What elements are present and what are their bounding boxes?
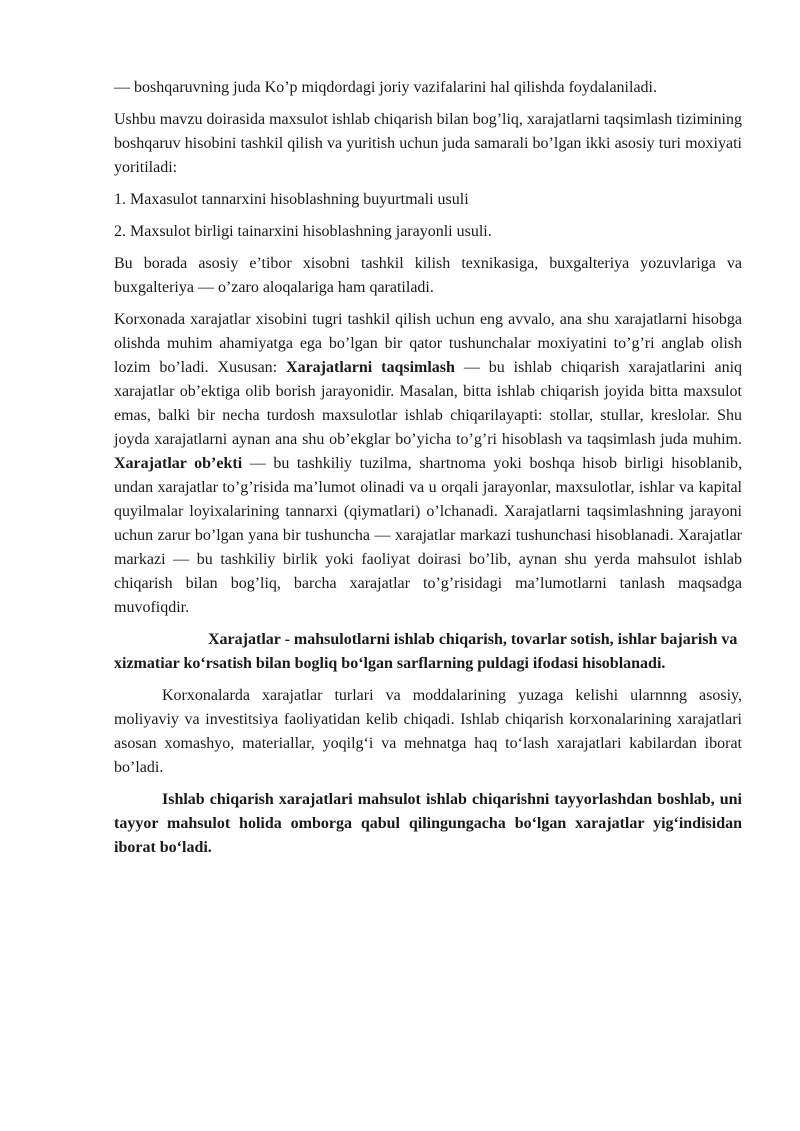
text-span: Korxonada xarajatlar xisobini tugri tashkil qilish uchun eng avvalo, ana shu xarajatlarni hisobga olishda muhim ahamiyatga ega bo’lgan bir qator tushunchalar moxiyatini to’g’ri anglab olish lozim bo’ladi. Xususan: <box>114 311 742 376</box>
document-page <box>114 76 742 868</box>
bold-text: Ishlab chiqarish xarajatlari mahsulot ishlab chiqarishni tayyorlashdan boshlab, uni tayyor mahsulot holida omborga qabul qilingungacha bo‘lgan xarajatlar yig‘indisidan iborat bo‘ladi. <box>114 791 742 856</box>
list-item: 1. Maxasulot tannarxini hisoblashning buyurtmali usuli <box>114 191 469 208</box>
list-item: 2. Maxsulot birligi tainarxini hisoblashning jarayonli usuli. <box>114 223 492 240</box>
paragraph-intro: Ushbu mavzu doirasida maxsulot ishlab chiqarish bilan bog’liq, xarajatlarni taqsimlash tizimining boshqaruv hisobini tashkil qilish va yuritish uchun juda samarali bo’lgan ikki asosiy turi moxiyati yoritiladi: <box>114 111 742 176</box>
paragraph-concepts <box>114 308 742 620</box>
paragraph-production-costs <box>114 788 742 860</box>
term-cost-allocation: Xarajatlarni taqsimlash <box>286 359 455 376</box>
term-cost-object: Xarajatlar ob’ekti <box>114 455 243 472</box>
paragraph-continuation: — boshqaruvning juda Ko’p miqdordagi joriy vazifalarini hal qilishda foydalaniladi. <box>114 79 657 96</box>
paragraph-focus: Bu borada asosiy e’tibor xisobni tashkil kilish texnikasiga, buxgalteriya yozuvlariga va buxgalteriya — o’zaro aloqalariga ham qaratiladi. <box>114 255 742 296</box>
text-span: — bu tashkiliy tuzilma, shartnoma yoki boshqa hisob birligi hisoblanib, undan xarajatlar to’g’risida ma’lumot olinadi va u orqali jarayonlar, maxsulotlar, ishlar va kapital quyilmalar loyixalarining tannarxi (qiymatlari) o’lchanadi. Xarajatlarni taqsimlashning jarayoni uchun zarur bo’lgan yana bir tushuncha — xarajatlar markazi tushunchasi hisoblanadi. Xarajatlar markazi — bu tashkiliy birlik yoki faoliyat doirasi bo’lib, aynan shu yerda mahsulot ishlab chiqarish bilan bog’liq, barcha xarajatlar to’g’risidagi ma’lumotlarni tanlash maqsadga muvofiqdir. <box>114 455 742 616</box>
paragraph-cost-types: Korxonalarda xarajatlar turlari va moddalarining yuzaga kelishi ularnnng asosiy, moliyaviy va investitsiya faoliyatidan kelib chiqadi. Ishlab chiqarish korxonalarining xarajatlari asosan xomashyo, materiallar, yoqilg‘i va mehnatga haq to‘lash xarajatlari kabilardan iborat bo’ladi. <box>114 687 742 776</box>
definition-heading: Xarajatlar - mahsulotlarni ishlab chiqarish, tovarlar sotish, ishlar bajarish va xizmatiar ko‘rsatish bilan bogliq bo‘lgan sarflarning puldagi ifodasi hisoblanadi. <box>114 631 738 672</box>
text-span: — bu ishlab chiqarish xarajatlarini aniq xarajatlar ob’ektiga olib borish jarayonidir. Masalan, bitta ishlab chiqarish joyida bitta maxsulot emas, balki bir necha turdosh maxsulotlar ishlab chiqarilayapti: stollar, stullar, kreslolar. Shu joyda xarajatlarni aynan ana shu ob’ekglar bo’yicha to’g’ri hisoblash va taqsimlash juda muhim. <box>114 359 743 448</box>
